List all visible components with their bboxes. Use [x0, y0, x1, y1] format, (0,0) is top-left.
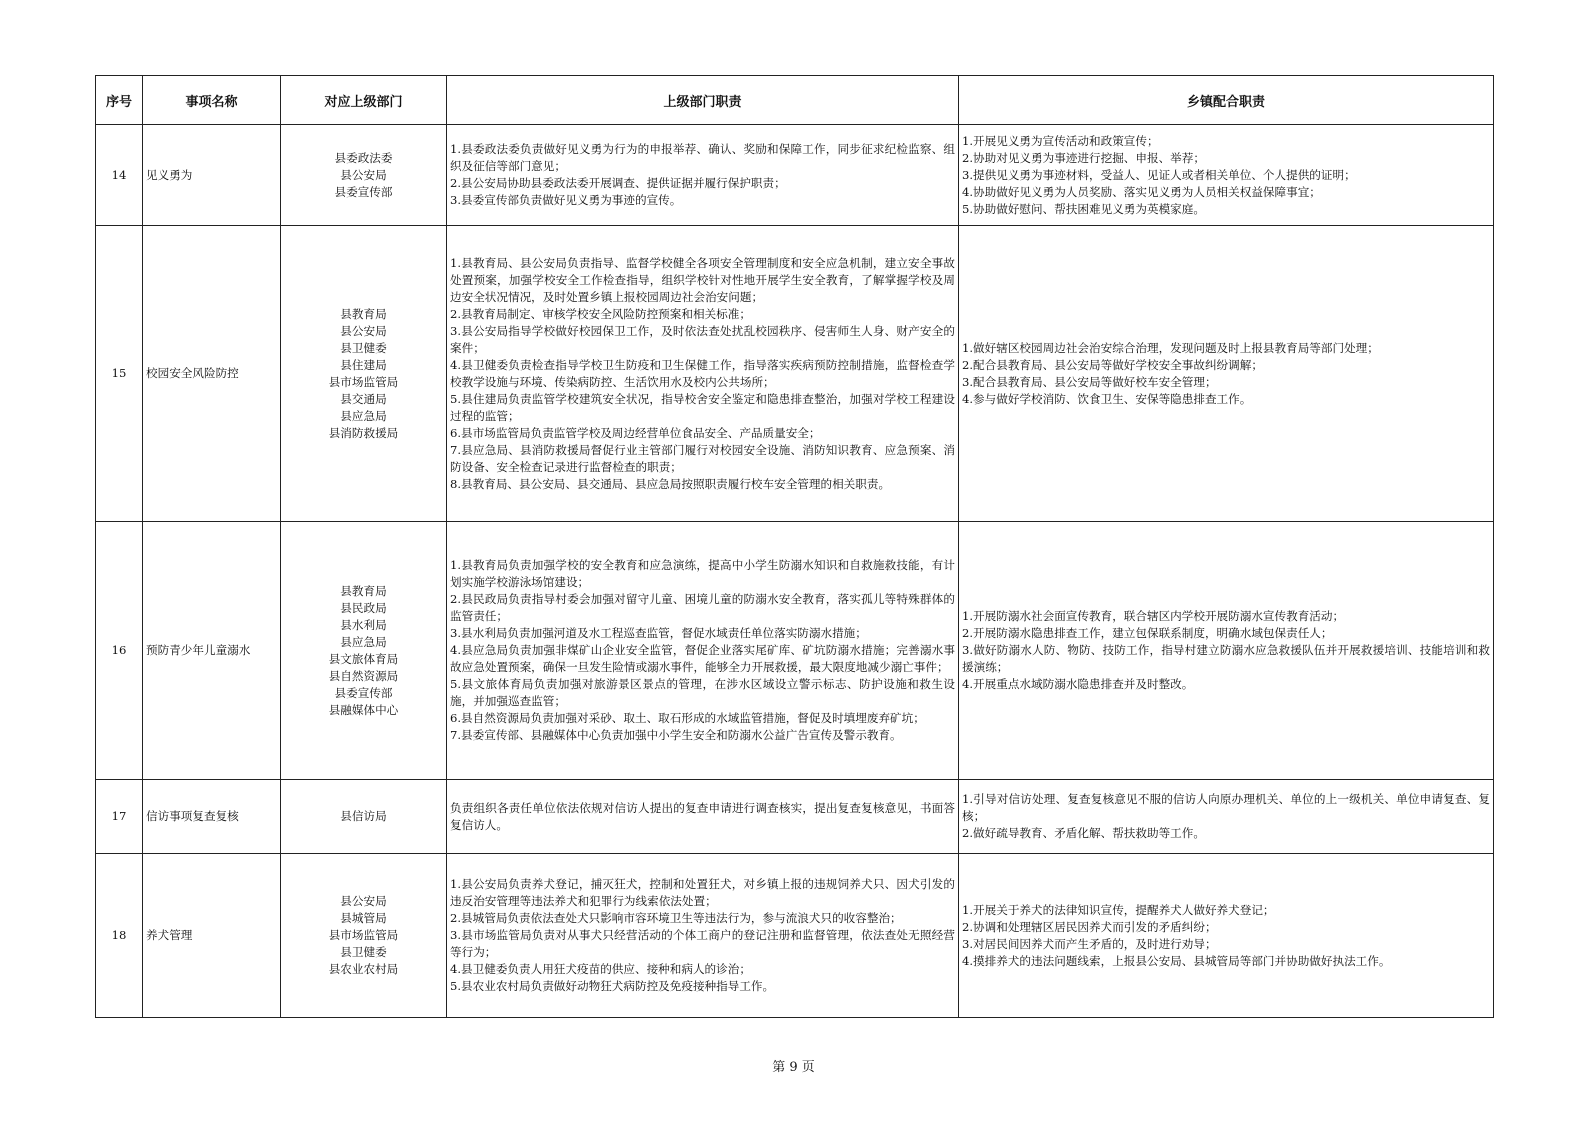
duty-item: 7.县应急局、县消防救援局督促行业主管部门履行对校园安全设施、消防知识教育、应急预案、消防设备、安全检查记录进行监督检查的职责； [450, 442, 955, 474]
row-serial: 15 [96, 226, 143, 522]
row-superior-duties [447, 780, 959, 854]
dept-name: 县委政法委 [334, 150, 393, 165]
duty-item: 2.县公安局协助县委政法委开展调查、提供证据并履行保护职责； [450, 176, 786, 190]
dept-name: 县水利局 [340, 617, 387, 632]
dept-name: 县住建局 [340, 357, 387, 372]
table-header-row [96, 76, 1494, 125]
row-superior-duties [447, 854, 959, 1018]
duty-item: 3.县公安局指导学校做好校园保卫工作，及时依法查处扰乱校园秩序、侵害师生人身、财产安全的案件； [450, 323, 955, 355]
row-serial: 16 [96, 522, 143, 780]
duty-item: 1.县教育局负责加强学校的安全教育和应急演练，提高中小学生防溺水知识和自救施救技能，有计划实施学校游泳场馆建设； [450, 558, 955, 589]
dept-name: 县市场监管局 [328, 928, 399, 942]
header-township-duties: 乡镇配合职责 [959, 76, 1494, 125]
duty-item: 5.县住建局负责监管学校建筑安全状况，指导校舍安全鉴定和隐患排查整治，加强对学校工程建设过程的监管； [450, 391, 955, 423]
coop-item: 4.摸排养犬的违法问题线索，上报县公安局、县城管局等部门并协助做好执法工作。 [962, 953, 1391, 968]
coop-item: 2.做好疏导教育、矛盾化解、帮扶救助等工作。 [962, 826, 1205, 840]
dept-name: 县公安局 [340, 167, 387, 182]
row-township-duties [959, 854, 1494, 1018]
dept-name: 县委宣传部 [334, 184, 393, 199]
duty-item: 3.县水利局负责加强河道及水工程巡查监管，督促水域责任单位落实防溺水措施； [450, 626, 867, 640]
duty-item: 1.县教育局、县公安局负责指导、监督学校健全各项安全管理制度和安全应急机制，建立安全事故处置预案，加强学校安全工作检查指导，组织学校针对性地开展学生安全教育，了解掌握学校及周边安全状况情况，及时处置乡镇上报校园周边社会治安问题； [450, 255, 955, 304]
row-superior-duties [447, 522, 959, 780]
dept-name: 县文旅体育局 [328, 651, 399, 666]
duty-item: 负责组织各责任单位依法依规对信访人提出的复查申请进行调查核实，提出复查复核意见，书面答复信访人。 [450, 800, 955, 832]
row-serial: 17 [96, 780, 143, 854]
duty-item: 5.县文旅体育局负责加强对旅游景区景点的管理，在涉水区域设立警示标志、防护设施和救生设施，并加强巡查监管； [450, 677, 955, 708]
duty-item: 3.县市场监管局负责对从事犬只经营活动的个体工商户的登记注册和监督管理，依法查处无照经营等行为； [450, 928, 955, 959]
row-township-duties [959, 125, 1494, 226]
dept-name: 县消防救援局 [328, 425, 399, 440]
dept-name: 县卫健委 [340, 945, 387, 959]
duty-item: 2.县城管局负责依法查处犬只影响市容环境卫生等违法行为，参与流浪犬只的收容整治； [450, 911, 902, 925]
coop-item: 2.配合县教育局、县公安局等做好学校安全事故纠纷调解； [962, 357, 1263, 372]
dept-name: 县教育局 [340, 583, 387, 598]
dept-name: 县自然资源局 [328, 668, 399, 683]
duty-item: 3.县委宣传部负责做好见义勇为事迹的宣传。 [450, 193, 682, 207]
dept-name: 县应急局 [340, 408, 387, 423]
row-item-name: 预防青少年儿童溺水 [143, 522, 281, 780]
table-row [96, 226, 1494, 522]
duty-item: 2.县教育局制定、审核学校安全风险防控预案和相关标准； [450, 306, 751, 321]
coop-item: 2.协助对见义勇为事迹进行挖掘、申报、举荐； [962, 150, 1205, 165]
duty-item: 1.县公安局负责养犬登记，捕灭狂犬，控制和处置狂犬，对乡镇上报的违规饲养犬只、因犬引发的违反治安管理等违法养犬和犯罪行为线索依法处置； [450, 877, 955, 908]
duty-item: 7.县委宣传部、县融媒体中心负责加强中小学生安全和防溺水公益广告宣传及警示教育。 [450, 728, 902, 742]
coop-item: 3.提供见义勇为事迹材料，受益人、见证人或者相关单位、个人提供的证明； [962, 167, 1356, 182]
duty-item: 2.县民政局负责指导村委会加强对留守儿童、困境儿童的防溺水安全教育，落实孤儿等特殊群体的监管责任； [450, 592, 955, 623]
dept-name: 县市场监管局 [328, 374, 399, 389]
row-township-duties [959, 226, 1494, 522]
dept-name: 县民政局 [340, 600, 387, 615]
coop-item: 1.做好辖区校园周边社会治安综合治理，发现问题及时上报县教育局等部门处理； [962, 340, 1379, 355]
row-item-name: 信访事项复查复核 [143, 780, 281, 854]
coop-item: 2.开展防溺水隐患排查工作，建立包保联系制度，明确水域包保责任人； [962, 626, 1333, 640]
table-row [96, 854, 1494, 1018]
coop-item: 2.协调和处理辖区居民因养犬而引发的矛盾纠纷； [962, 919, 1217, 934]
coop-item: 4.开展重点水域防溺水隐患排查并及时整改。 [962, 677, 1194, 691]
row-serial: 18 [96, 854, 143, 1018]
dept-name: 县公安局 [340, 894, 387, 908]
dept-name: 县融媒体中心 [328, 702, 399, 717]
row-superior-depts [281, 125, 447, 226]
row-superior-depts [281, 854, 447, 1018]
row-item-name: 见义勇为 [143, 125, 281, 226]
duty-item: 5.县农业农村局负责做好动物狂犬病防控及免疫接种指导工作。 [450, 979, 775, 993]
coop-item: 4.协助做好见义勇为人员奖励、落实见义勇为人员相关权益保障事宜； [962, 184, 1321, 199]
dept-name: 县教育局 [340, 306, 387, 321]
dept-name: 县农业农村局 [328, 962, 399, 976]
table-row [96, 125, 1494, 226]
duty-item: 8.县教育局、县公安局、县交通局、县应急局按照职责履行校车安全管理的相关职责。 [450, 476, 891, 491]
row-superior-duties [447, 125, 959, 226]
coop-item: 4.参与做好学校消防、饮食卫生、安保等隐患排查工作。 [962, 391, 1252, 406]
header-item-name: 事项名称 [143, 76, 281, 125]
table-row [96, 522, 1494, 780]
coop-item: 1.开展见义勇为宣传活动和政策宣传； [962, 133, 1159, 148]
header-superior-dept: 对应上级部门 [281, 76, 447, 125]
dept-name: 县交通局 [340, 391, 387, 406]
row-item-name: 养犬管理 [143, 854, 281, 1018]
duty-item: 6.县市场监管局负责监管学校及周边经营单位食品安全、产品质量安全； [450, 425, 821, 440]
duty-item: 4.县卫健委负责人用狂犬疫苗的供应、接种和病人的诊治； [450, 962, 751, 976]
dept-name: 县信访局 [340, 809, 387, 823]
coop-item: 3.对居民间因养犬而产生矛盾的，及时进行劝导； [962, 936, 1217, 951]
coop-item: 1.引导对信访处理、复查复核意见不服的信访人向原办理机关、单位的上一级机关、单位申请复查、复核； [962, 792, 1490, 823]
duty-item: 4.县卫健委负责检查指导学校卫生防疫和卫生保健工作，指导落实疾病预防控制措施，监督检查学校教学设施与环境、传染病防控、生活饮用水及校内公共场所； [450, 357, 955, 389]
header-superior-duties: 上级部门职责 [447, 76, 959, 125]
row-superior-depts [281, 780, 447, 854]
row-superior-duties [447, 226, 959, 522]
coop-item: 5.协助做好慰问、帮扶困难见义勇为英模家庭。 [962, 201, 1205, 216]
duty-item: 1.县委政法委负责做好见义勇为行为的申报举荐、确认、奖励和保障工作，同步征求纪检监察、组织及征信等部门意见； [450, 142, 955, 173]
row-item-name: 校园安全风险防控 [143, 226, 281, 522]
table-row [96, 780, 1494, 854]
dept-name: 县委宣传部 [334, 685, 393, 700]
coop-item: 1.开展防溺水社会面宣传教育，联合辖区内学校开展防溺水宣传教育活动； [962, 609, 1345, 623]
header-serial: 序号 [96, 76, 143, 125]
coop-item: 1.开展关于养犬的法律知识宣传，提醒养犬人做好养犬登记； [962, 902, 1275, 917]
page-number: 第 9 页 [772, 1060, 815, 1075]
dept-name: 县公安局 [340, 323, 387, 338]
duty-item: 4.县应急局负责加强非煤矿山企业安全监管，督促企业落实尾矿库、矿坑防溺水措施；完善溺水事故应急处置预案，确保一旦发生险情或溺水事件，能够全力开展救援，最大限度地减少溺亡事件； [450, 643, 955, 674]
coop-item: 3.做好防溺水人防、物防、技防工作，指导村建立防溺水应急救援队伍并开展救援培训、技能培训和救援演练； [962, 643, 1490, 674]
row-township-duties [959, 522, 1494, 780]
row-superior-depts [281, 226, 447, 522]
row-township-duties [959, 780, 1494, 854]
row-superior-depts [281, 522, 447, 780]
coop-item: 3.配合县教育局、县公安局等做好校车安全管理； [962, 374, 1217, 389]
dept-name: 县城管局 [340, 911, 387, 925]
dept-name: 县应急局 [340, 634, 387, 649]
duty-table [95, 75, 1494, 1018]
dept-name: 县卫健委 [340, 340, 387, 355]
row-serial: 14 [96, 125, 143, 226]
duty-item: 6.县自然资源局负责加强对采砂、取土、取石形成的水域监管措施，督促及时填埋废弃矿坑； [450, 711, 925, 725]
